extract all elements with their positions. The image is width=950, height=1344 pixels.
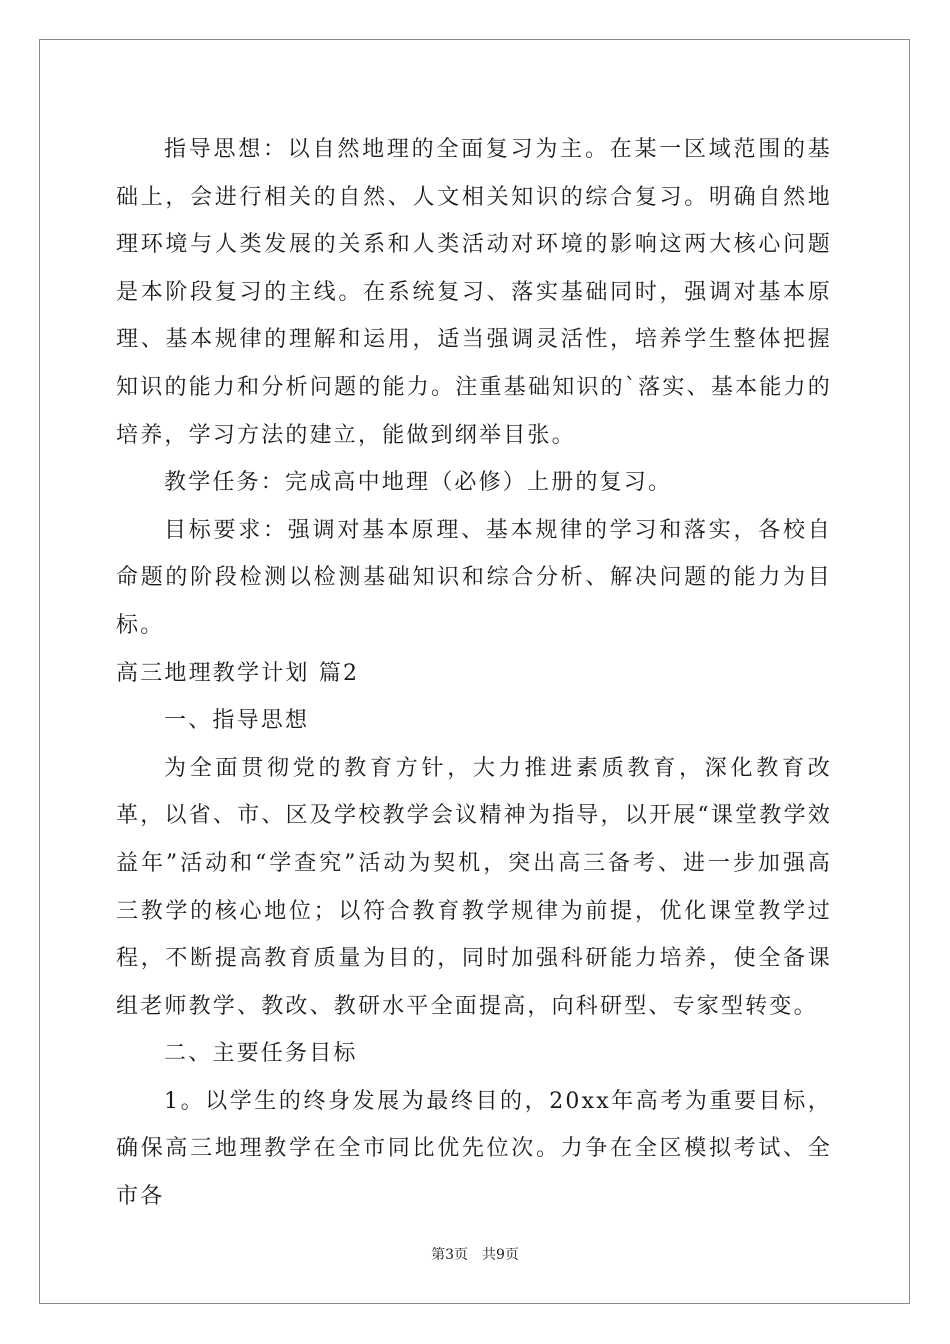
page-footer bbox=[0, 1244, 950, 1264]
paragraph-teaching-task: 教学任务：完成高中地理（必修）上册的复习。 bbox=[164, 470, 673, 496]
section-title: 高三地理教学计划 篇2 bbox=[116, 660, 360, 686]
paragraph-guiding-thought: 指导思想：以自然地理的全面复习为主。在某一区域范围的基础上，会进行相关的自然、人文相关知识的综合复习。明确自然地理环境与人类发展的关系和人类活动对环境的影响这两大核心问题是本阶段复习的主线。在系统复习、落实基础同时，强调对基本原理、基本规律的理解和运用，适当强调灵活性，培养学生整体把握知识的能力和分析问题的能力。注重基础知识的`落实、基本能力的培养，学习方法的建立，能做到纲举目张。 bbox=[116, 137, 832, 448]
page-total: 共9页 bbox=[482, 1247, 519, 1263]
page-number: 第3页 bbox=[431, 1247, 468, 1263]
paragraph-target-requirement: 目标要求：强调对基本原理、基本规律的学习和落实，各校自命题的阶段检测以检测基础知识和综合分析、解决问题的能力为目标。 bbox=[116, 517, 832, 638]
heading-guiding-thought: 一、指导思想 bbox=[164, 708, 310, 734]
heading-main-tasks: 二、主要任务目标 bbox=[164, 1041, 358, 1067]
document-body bbox=[116, 126, 832, 1221]
paragraph-education-policy: 为全面贯彻党的教育方针，大力推进素质教育，深化教育改革，以省、市、区及学校教学会议精神为指导，以开展“课堂教学效益年”活动和“学查究”活动为契机，突出高三备考、进一步加强高三教学的核心地位；以符合教育教学规律为前提，优化课堂教学过程，不断提高教育质量为目的，同时加强科研能力培养，使全备课组老师教学、教改、教研水平全面提高，向科研型、专家型转变。 bbox=[116, 755, 832, 1019]
paragraph-task-one: 1。以学生的终身发展为最终目的，20xx年高考为重要目标，确保高三地理教学在全市同比优先位次。力争在全区模拟考试、全市各 bbox=[116, 1088, 832, 1210]
